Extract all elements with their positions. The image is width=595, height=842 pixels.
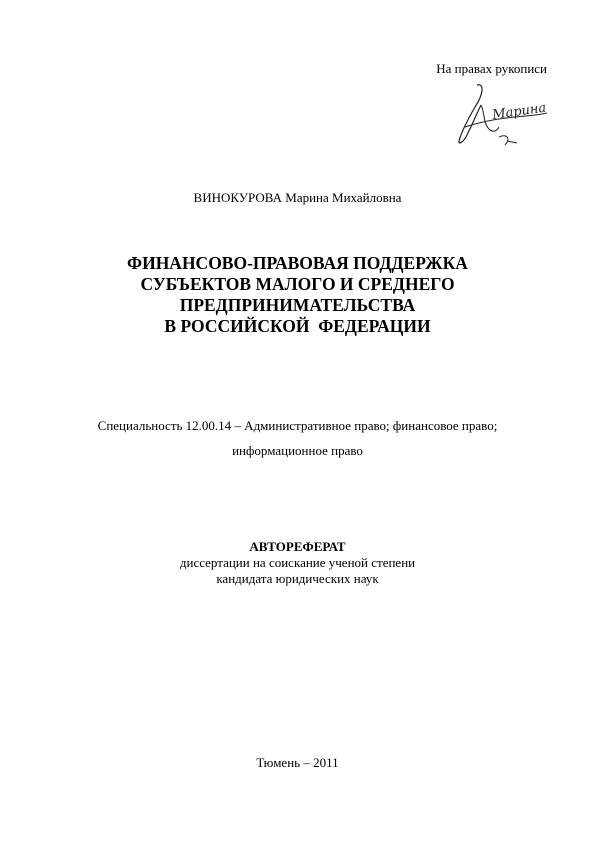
specialty-line: Специальность 12.00.14 – Административное право; финансовое право; <box>97 418 498 433</box>
manuscript-rights-note: На правах рукописи <box>436 61 547 76</box>
title-line: ФИНАНСОВО-ПРАВОВАЯ ПОДДЕРЖКА <box>127 253 468 273</box>
degree-purpose-line: диссертации на соискание ученой степени <box>179 555 416 570</box>
document-type-heading: АВТОРЕФЕРАТ <box>249 539 346 554</box>
city-year: Тюмень – 2011 <box>256 755 339 770</box>
dissertation-title <box>0 253 595 337</box>
title-line: ПРЕДПРИНИМАТЕЛЬСТВА <box>179 295 416 315</box>
degree-name-line: кандидата юридических наук <box>216 571 379 586</box>
title-line: СУБЪЕКТОВ МАЛОГО И СРЕДНЕГО <box>140 274 455 294</box>
specialty-line-continued: информационное право <box>232 443 363 458</box>
title-line: В РОССИЙСКОЙ ФЕДЕРАЦИИ <box>164 316 431 336</box>
author-signature <box>455 83 550 148</box>
svg-text:Марина: Марина <box>491 100 548 123</box>
author-name: ВИНОКУРОВА Марина Михайловна <box>193 190 402 205</box>
